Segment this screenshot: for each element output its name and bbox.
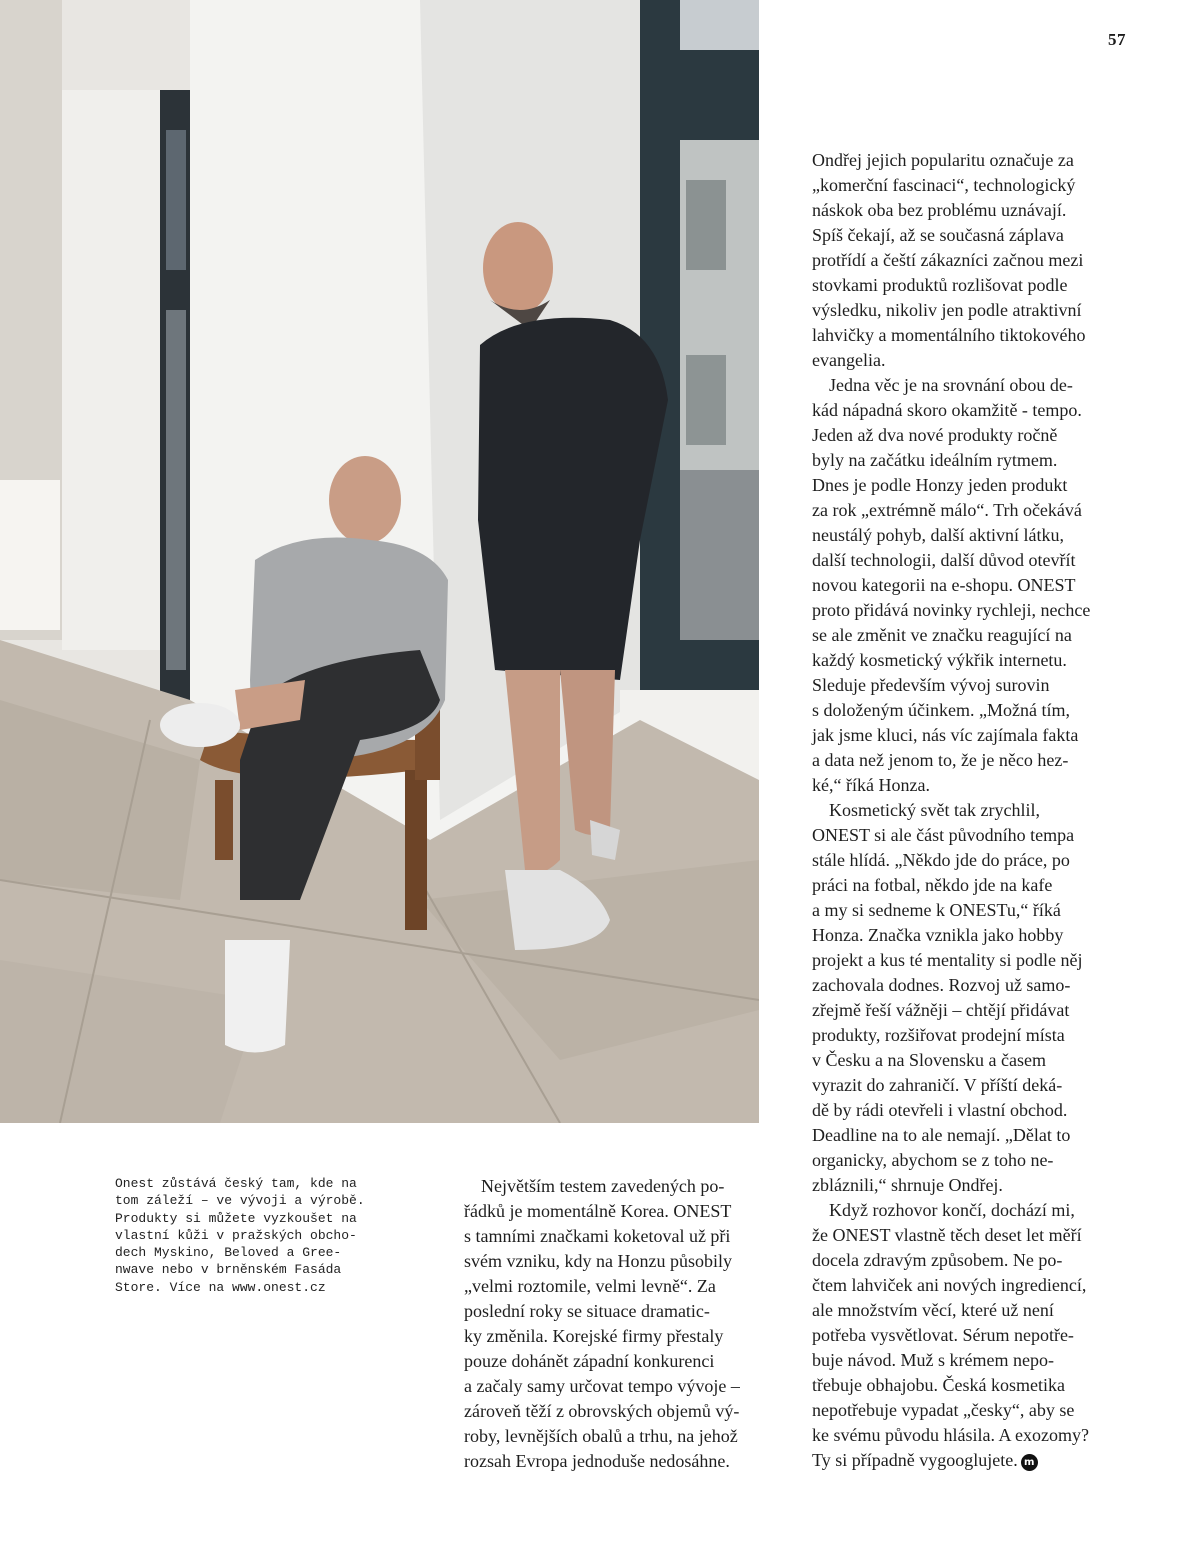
text-line: každý kosmetický výkřik internetu. [812, 650, 1067, 670]
text-line: produkty, rozšiřovat prodejní místa [812, 1025, 1065, 1045]
text-line: se ale změnit ve značku reagující na [812, 625, 1072, 645]
text-line: vyrazit do zahraničí. V příští deká- [812, 1075, 1063, 1095]
text-line: Jeden až dva nové produkty ročně [812, 425, 1058, 445]
article-column-right [812, 148, 1132, 1473]
text-line: „velmi roztomile, velmi levně“. Za [464, 1276, 716, 1296]
text-line: třebuje obhajobu. Česká kosmetika [812, 1375, 1065, 1395]
caption-line: nwave nebo v brněnském Fasáda [115, 1262, 342, 1278]
text-line: pouze dohánět západní konkurenci [464, 1351, 715, 1371]
text-line: „komerční fascinaci“, technologický [812, 175, 1076, 195]
portrait-photo-icon [0, 0, 759, 1123]
text-line: ky změnila. Korejské firmy přestaly [464, 1326, 724, 1346]
end-mark-icon: m [1021, 1454, 1038, 1471]
text-line: organicky, abychom se z toho ne- [812, 1150, 1054, 1170]
caption-line: dech Myskino, Beloved a Gree- [115, 1245, 342, 1261]
text-line: další technologii, další důvod otevřít [812, 550, 1076, 570]
text-line: kád nápadná skoro okamžitě - tempo. [812, 400, 1082, 420]
text-line: a my si sedneme k ONESTu,“ říká [812, 900, 1061, 920]
text-line: Ondřej jejich popularitu označuje za [812, 150, 1074, 170]
text-line: Jedna věc je na srovnání obou de- [829, 375, 1073, 395]
text-line: lahvičky a momentálního tiktokového [812, 325, 1086, 345]
text-line: ONEST si ale část původního tempa [812, 825, 1075, 845]
text-line: projekt a kus té mentality si podle něj [812, 950, 1083, 970]
caption-line: Store. Více na www.onest.cz [115, 1279, 326, 1295]
caption-line: Produkty si můžete vyzkoušet na [115, 1210, 357, 1226]
portrait-photo [0, 0, 759, 1123]
text-line: zachovala dodnes. Rozvoj už samo- [812, 975, 1071, 995]
text-line: ke svému původu hlásila. A exozomy? [812, 1425, 1089, 1445]
text-line: dě by rádi otevřeli i vlastní obchod. [812, 1100, 1068, 1120]
text-line: evangelia. [812, 350, 886, 370]
text-line: potřeba vysvětlovat. Sérum nepotře- [812, 1325, 1074, 1345]
caption-line: vlastní kůži v pražských obcho- [115, 1227, 357, 1243]
text-line: v Česku a na Slovensku a časem [812, 1050, 1046, 1070]
text-line: zároveň těží z obrovských objemů vý- [464, 1401, 740, 1421]
photo-caption [115, 1175, 415, 1296]
article-column-left [464, 1174, 764, 1474]
text-line: stovkami produktů rozlišovat podle [812, 275, 1068, 295]
text-line: roby, levnějších obalů a trhu, na jehož [464, 1426, 738, 1446]
text-line: poslední roky se situace dramatic- [464, 1301, 710, 1321]
text-line: svém vzniku, kdy na Honzu působily [464, 1251, 732, 1271]
text-line: Spíš čekají, až se současná záplava [812, 225, 1064, 245]
page-number: 57 [1108, 30, 1126, 49]
caption-line: Onest zůstává český tam, kde na [115, 1176, 357, 1191]
text-line: a data než jenom to, že je něco hez- [812, 750, 1069, 770]
text-line: buje návod. Muž s krémem nepo- [812, 1350, 1054, 1370]
text-line: neustálý pohyb, další aktivní látku, [812, 525, 1064, 545]
text-line: Kosmetický svět tak zrychlil, [829, 800, 1040, 820]
text-line: s tamními značkami koketoval už při [464, 1226, 731, 1246]
text-line: za rok „extrémně málo“. Trh očekává [812, 500, 1082, 520]
text-line: proto přidává novinky rychleji, nechce [812, 600, 1091, 620]
text-line: Deadline na to ale nemají. „Dělat to [812, 1125, 1071, 1145]
text-line: práci na fotbal, někdo jde na kafe [812, 875, 1053, 895]
text-line: novou kategorii na e-shopu. ONEST [812, 575, 1076, 595]
text-line: Honza. Značka vznikla jako hobby [812, 925, 1064, 945]
text-line: rozsah Evropa jednoduše nedosáhne. [464, 1451, 730, 1471]
text-line: jak jsme kluci, nás víc zajímala fakta [812, 725, 1079, 745]
text-line: náskok oba bez problému uznávají. [812, 200, 1067, 220]
caption-line: tom záleží – ve vývoji a výrobě. [115, 1193, 365, 1209]
text-line: Ty si případně vygooglujete. [812, 1450, 1018, 1470]
text-line: že ONEST vlastně těch deset let měří [812, 1225, 1082, 1245]
text-line: řádků je momentálně Korea. ONEST [464, 1201, 732, 1221]
text-line: ké,“ říká Honza. [812, 775, 930, 795]
text-line: ale množstvím věcí, které už není [812, 1300, 1054, 1320]
text-line: byly na začátku ideálním rytmem. [812, 450, 1058, 470]
text-line: s doloženým účinkem. „Možná tím, [812, 700, 1070, 720]
text-line: čtem lahviček ani nových ingrediencí, [812, 1275, 1087, 1295]
text-line: Sleduje především vývoj surovin [812, 675, 1050, 695]
text-line: nepotřebuje vypadat „česky“, aby se [812, 1400, 1075, 1420]
text-line: zřejmě řeší vážněji – chtějí přidávat [812, 1000, 1070, 1020]
text-line: Dnes je podle Honzy jeden produkt [812, 475, 1068, 495]
text-line: zbláznili,“ shrnuje Ondřej. [812, 1175, 1003, 1195]
text-line: stále hlídá. „Někdo jde do práce, po [812, 850, 1070, 870]
text-line: a začaly samy určovat tempo vývoje – [464, 1376, 740, 1396]
text-line: docela zdravým způsobem. Ne po- [812, 1250, 1063, 1270]
text-line: výsledku, nikoliv jen podle atraktivní [812, 300, 1082, 320]
text-line: Když rozhovor končí, dochází mi, [829, 1200, 1075, 1220]
text-line: protřídí a čeští zákazníci začnou mezi [812, 250, 1084, 270]
last-text-line [812, 1448, 1132, 1473]
text-line: Největším testem zavedených po- [481, 1176, 725, 1196]
